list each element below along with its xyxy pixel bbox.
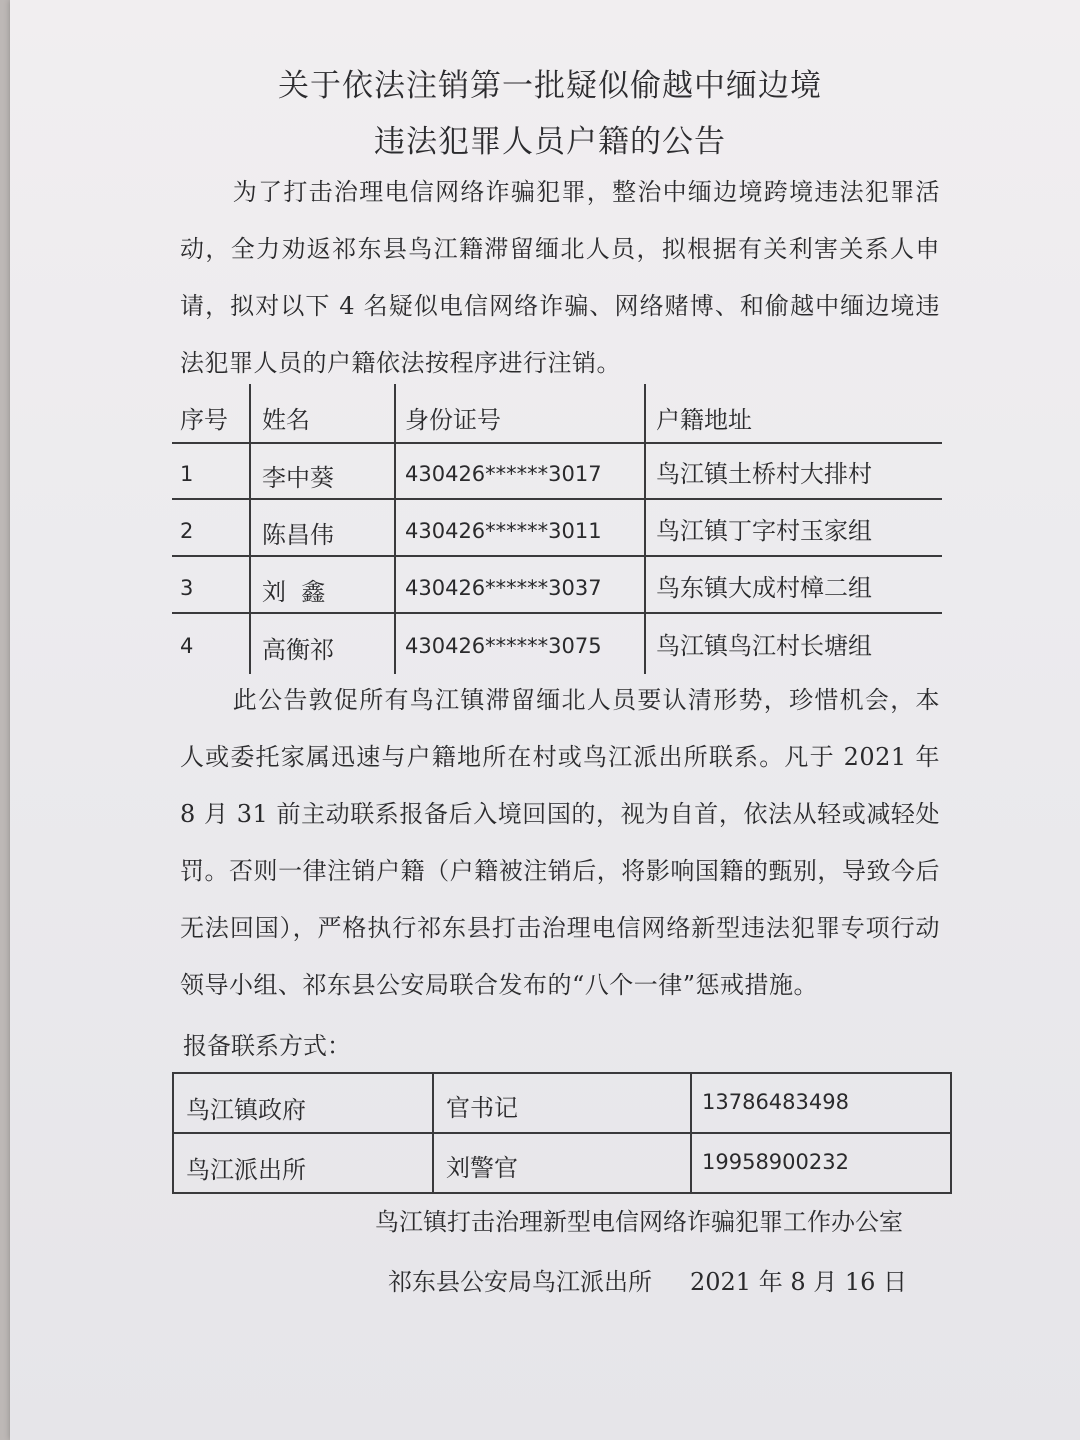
row4-no: 4 xyxy=(180,634,194,658)
contact2-person: 刘警官 xyxy=(446,1154,518,1182)
row1-address: 鸟江镇土桥村大排村 xyxy=(656,460,872,488)
footer-signature xyxy=(388,1262,907,1297)
row4-address: 鸟江镇鸟江村长塘组 xyxy=(656,632,872,660)
body-paragraph xyxy=(180,672,940,1014)
persons-table xyxy=(172,384,942,674)
notice-title-line1: 关于依法注销第一批疑似偷越中缅边境 xyxy=(278,68,822,104)
contact1-org: 鸟江镇政府 xyxy=(186,1096,306,1124)
row1-no: 1 xyxy=(180,462,194,486)
contact1-phone: 13786483498 xyxy=(702,1090,849,1114)
footer-date: 2021 年 8 月 16 日 xyxy=(690,1268,908,1296)
row3-no: 3 xyxy=(180,576,194,600)
row4-id: 430426******3075 xyxy=(405,634,602,658)
contact2-org: 鸟江派出所 xyxy=(186,1156,306,1184)
contact2-phone: 19958900232 xyxy=(702,1150,849,1174)
contacts-table xyxy=(172,1072,952,1194)
notice-title-line2: 违法犯罪人员户籍的公告 xyxy=(374,124,726,160)
row2-address: 鸟江镇丁字村玉家组 xyxy=(656,517,872,545)
row3-address: 鸟东镇大成村樟二组 xyxy=(656,574,872,602)
header-name: 姓名 xyxy=(262,406,310,434)
header-address: 户籍地址 xyxy=(656,406,752,434)
row3-id: 430426******3037 xyxy=(405,576,602,600)
row1-id: 430426******3017 xyxy=(405,462,602,486)
row1-name: 李中葵 xyxy=(262,464,334,492)
header-id: 身份证号 xyxy=(405,406,501,434)
header-no: 序号 xyxy=(180,406,228,434)
row2-name: 陈昌伟 xyxy=(262,521,334,549)
contact1-person: 官书记 xyxy=(446,1094,518,1122)
row3-name: 刘 鑫 xyxy=(262,578,326,606)
contact-label: 报备联系方式： xyxy=(183,1032,351,1060)
body-text: 此公告敦促所有鸟江镇滞留缅北人员要认清形势，珍惜机会，本人或委托家属迅速与户籍地所在村或鸟江派出所联系。凡于 2021 年 8 月 31 前主动联系报备后入境回国的，视为自首，依法从轻或减轻处罚。否则一律注销户籍（户籍被注销后，将影响国籍的甄别，导致今后无法回国），严格执行祁东县打击治理电信网络新型违法犯罪专项行动领导小组、祁东县公安局联合发布的“八个一律”惩戒措施。 xyxy=(180,686,940,999)
row2-no: 2 xyxy=(180,519,194,543)
footer-station: 祁东县公安局鸟江派出所 xyxy=(388,1268,652,1296)
footer-office: 鸟江镇打击治理新型电信网络诈骗犯罪工作办公室 xyxy=(375,1208,903,1236)
row4-name: 高衡祁 xyxy=(262,636,334,664)
row2-id: 430426******3011 xyxy=(405,519,602,543)
intro-text: 为了打击治理电信网络诈骗犯罪，整治中缅边境跨境违法犯罪活动，全力劝返祁东县鸟江籍滞留缅北人员，拟根据有关利害关系人申请，拟对以下 4 名疑似电信网络诈骗、网络赌博、和偷越中缅边境违法犯罪人员的户籍依法按程序进行注销。 xyxy=(180,178,940,377)
intro-paragraph xyxy=(180,164,940,392)
